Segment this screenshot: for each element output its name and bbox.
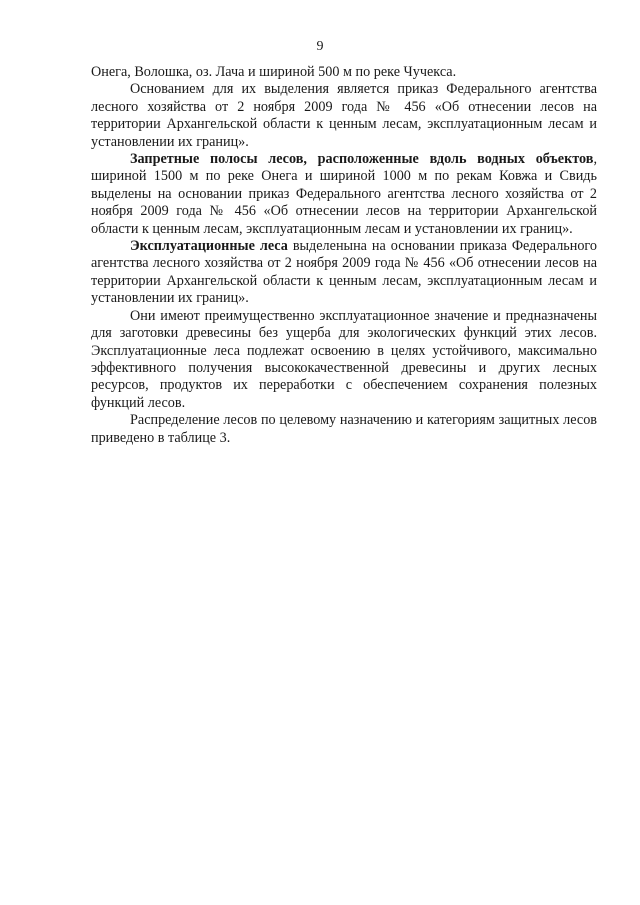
paragraph-purpose xyxy=(91,308,597,412)
paragraph-text: , шириной 1500 м по реке Онега и шириной 1000 м по рекам Ковжа и Свидь выделены на основании приказ Федерального агентства лесного хозяйства от 2 ноября 2009 года № 456 «Об отнесении лесов на территории Архангельской области к ценным лесам, эксплуатационным лесам и установлении их границ». xyxy=(91,151,597,237)
paragraph-table-reference xyxy=(91,412,597,447)
paragraph-exploitation-forests xyxy=(91,238,597,308)
document-body xyxy=(91,64,597,447)
paragraph-text: Основанием для их выделения является приказ Федерального агентства лесного хозяйства от 2 ноября 2009 года № 456 «Об отнесении лесов на территории Архангельской области к ценным лесам, эксплуатационным лесам и установлении их границ». xyxy=(91,81,597,150)
paragraph-text: Распределение лесов по целевому назначению и категориям защитных лесов приведено в таблице 3. xyxy=(91,412,597,446)
paragraph-protective-strips xyxy=(91,151,597,238)
paragraph-text: Они имеют преимущественно эксплуатационное значение и предназначены для заготовки древесины без ущерба для экологических функций этих лесов. Эксплуатационные леса подлежат освоению в целях устойчивого, максимально эффективного получения высококачественной древесины и других лесных ресурсов, продуктов их переработки с обеспечением сохранения полезных функций лесов. xyxy=(91,307,597,411)
paragraph-heading: Запретные полосы лесов, расположенные вдоль водных объектов xyxy=(130,151,594,168)
paragraph-heading: Эксплуатационные леса xyxy=(130,238,288,255)
paragraph-text: выделенына на основании приказа Федерального агентства лесного хозяйства от 2 ноября 2009 года № 456 «Об отнесении лесов на территории Архангельской области к ценным лесам, эксплуатационным лесам и установлении их границ». xyxy=(91,238,597,307)
paragraph-basis xyxy=(91,81,597,151)
paragraph-continuation xyxy=(91,64,597,81)
paragraph-text: Онега, Волошка, оз. Лача и шириной 500 м по реке Чучекса. xyxy=(91,64,457,80)
page-number: 9 xyxy=(316,39,324,54)
